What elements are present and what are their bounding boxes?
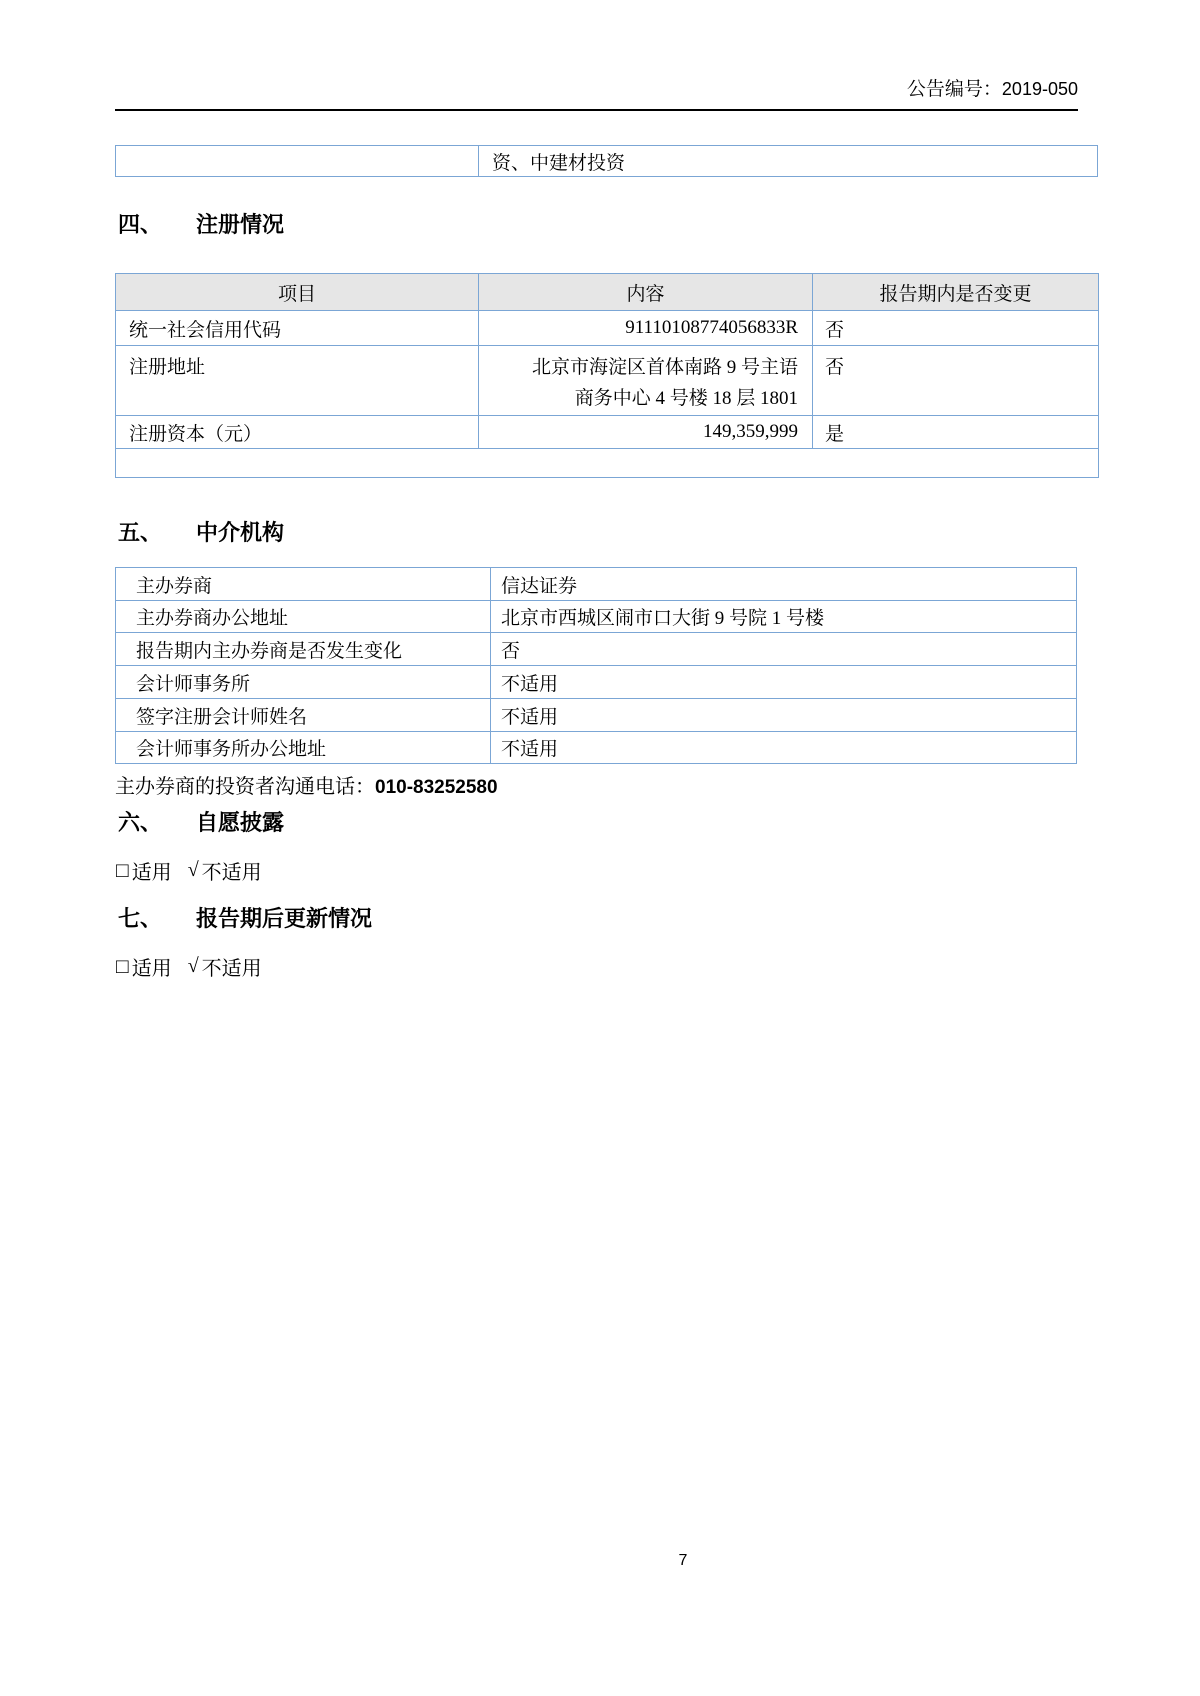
header-cell-changed: 报告期内是否变更 — [813, 274, 1099, 311]
applicable-label: 适用 — [131, 862, 172, 884]
phone-number: 010-83252580 — [375, 777, 498, 798]
empty-cell — [116, 449, 1099, 478]
address-line-1: 北京市海淀区首体南路 9 号主语 — [531, 357, 798, 378]
section-number: 五、 — [118, 520, 163, 545]
not-applicable-label: 不适用 — [201, 862, 262, 884]
applicability-line — [116, 856, 262, 885]
section-number: 四、 — [118, 212, 163, 237]
table-row — [116, 568, 1077, 601]
table-row — [116, 311, 1099, 346]
table-row — [116, 346, 1099, 416]
cell-item: 统一社会信用代码 — [116, 311, 479, 346]
cell-value: 否 — [491, 633, 1077, 666]
table-row — [116, 633, 1077, 666]
table-empty-row — [116, 449, 1099, 478]
intermediary-table — [115, 567, 1077, 764]
cell-value: 不适用 — [491, 699, 1077, 732]
table-row — [116, 601, 1077, 633]
not-applicable-option — [188, 856, 262, 885]
checkbox-unchecked-icon: □ — [116, 858, 129, 882]
section-title: 注册情况 — [196, 212, 285, 237]
cell-item: 注册资本（元） — [116, 416, 479, 449]
cell-content: 91110108774056833R — [479, 311, 813, 346]
address-line-2: 商务中心 4 号楼 18 层 1801 — [574, 388, 798, 409]
table-header-row — [116, 274, 1099, 311]
registration-table — [115, 273, 1099, 478]
phone-line — [115, 770, 498, 799]
cell-changed: 否 — [813, 311, 1099, 346]
cell-content: 149,359,999 — [479, 416, 813, 449]
section-heading-registration — [118, 212, 284, 238]
header-rule — [115, 109, 1078, 111]
not-applicable-option — [188, 952, 262, 981]
check-icon: √ — [187, 859, 199, 881]
cell-label: 报告期内主办券商是否发生变化 — [116, 633, 491, 666]
section-number: 六、 — [118, 810, 163, 835]
continuation-cell-text: 资、中建材投资 — [492, 152, 626, 174]
cell-value: 北京市西城区闹市口大街 9 号院 1 号楼 — [491, 601, 1077, 633]
section-heading-post-period-update — [118, 906, 372, 932]
cell-changed: 是 — [813, 416, 1099, 449]
applicable-option — [116, 952, 172, 981]
doc-number-label: 公告编号： — [906, 79, 1002, 100]
section-number: 七、 — [118, 906, 163, 931]
table-row — [116, 416, 1099, 449]
not-applicable-label: 不适用 — [201, 958, 262, 980]
section-heading-voluntary-disclosure — [118, 810, 284, 836]
section-title: 报告期后更新情况 — [196, 906, 373, 931]
cell-label: 主办券商 — [116, 568, 491, 601]
doc-number — [478, 74, 1078, 101]
checkbox-unchecked-icon: □ — [116, 954, 129, 978]
section-title: 自愿披露 — [196, 810, 285, 835]
cell-value: 信达证券 — [491, 568, 1077, 601]
table-row — [116, 699, 1077, 732]
continuation-table — [115, 145, 1098, 177]
header-cell-content: 内容 — [479, 274, 813, 311]
cell-value: 不适用 — [491, 732, 1077, 764]
doc-number-value: 2019-050 — [1001, 79, 1078, 99]
table-row — [116, 666, 1077, 699]
cell-label: 主办券商办公地址 — [116, 601, 491, 633]
applicability-line — [116, 952, 262, 981]
cell-item: 注册地址 — [116, 346, 479, 416]
applicable-option — [116, 856, 172, 885]
cell-label: 会计师事务所办公地址 — [116, 732, 491, 764]
cell-label: 会计师事务所 — [116, 666, 491, 699]
cell-value: 不适用 — [491, 666, 1077, 699]
applicable-label: 适用 — [131, 958, 172, 980]
check-icon: √ — [187, 955, 199, 977]
header-cell-item: 项目 — [116, 274, 479, 311]
continuation-cell-empty — [116, 146, 479, 176]
page-number: 7 — [678, 1552, 688, 1569]
section-title: 中介机构 — [196, 520, 285, 545]
cell-content — [479, 346, 813, 416]
table-row — [116, 732, 1077, 764]
phone-label: 主办券商的投资者沟通电话： — [115, 776, 375, 798]
cell-label: 签字注册会计师姓名 — [116, 699, 491, 732]
section-heading-intermediary — [118, 520, 284, 546]
cell-changed: 否 — [813, 346, 1099, 416]
